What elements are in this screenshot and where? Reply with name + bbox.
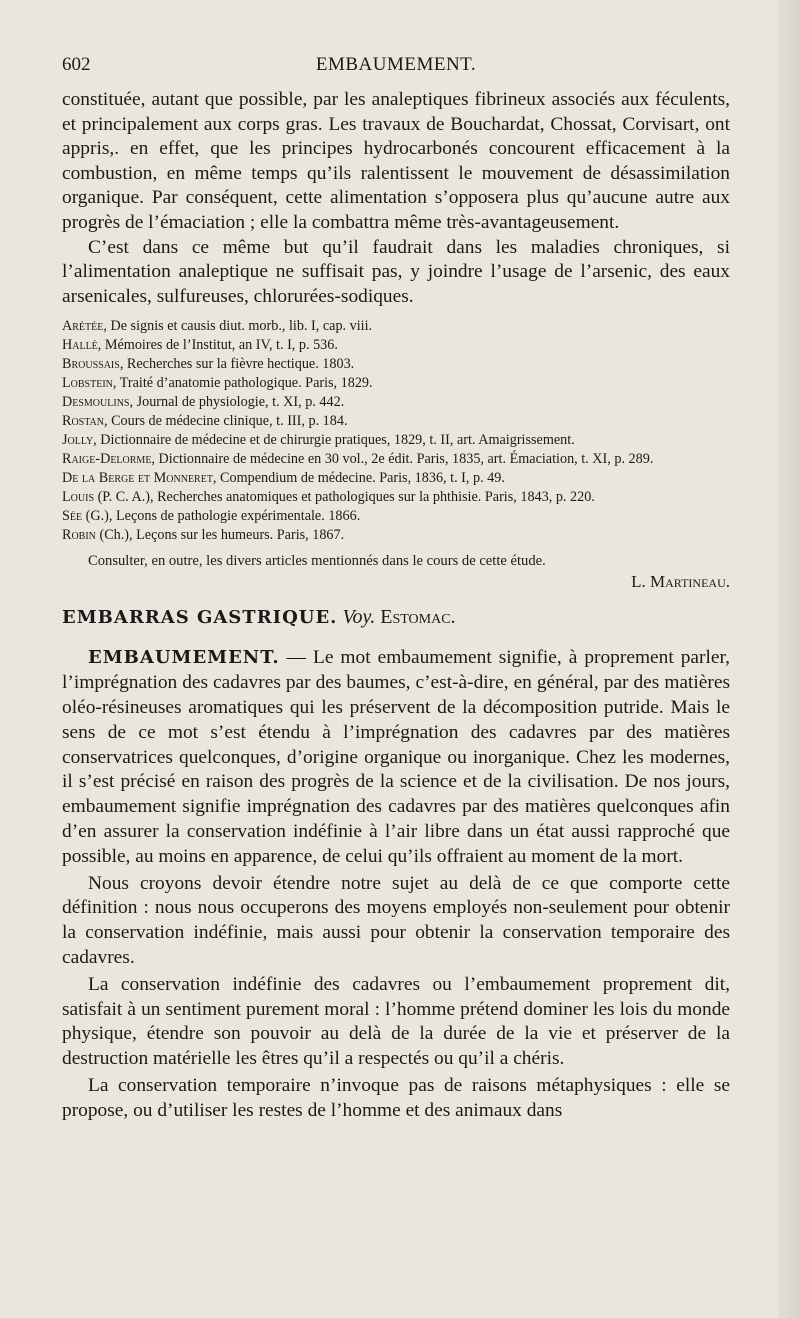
bib-author: Louis bbox=[62, 489, 95, 506]
bibliography-entry bbox=[62, 469, 730, 488]
bib-author: Broussais, bbox=[62, 356, 124, 373]
page-gutter bbox=[778, 0, 800, 1318]
bib-text: (G.), Leçons de pathologie expérimentale. 1866. bbox=[82, 508, 361, 525]
bib-author: Sée bbox=[62, 508, 83, 525]
bib-author: Raige-Delorme, bbox=[62, 451, 155, 468]
page-number: 602 bbox=[62, 54, 91, 75]
bibliography-entry bbox=[62, 317, 730, 336]
cross-reference-target: Estomac. bbox=[380, 606, 456, 629]
running-header bbox=[62, 54, 730, 88]
bibliography-entry bbox=[62, 355, 730, 374]
bibliography bbox=[62, 317, 730, 545]
bib-author: Jolly, bbox=[62, 432, 97, 449]
page-content bbox=[62, 54, 730, 1123]
bibliography-entry bbox=[62, 526, 730, 545]
bib-text: Traité d’anatomie pathologique. Paris, 1829. bbox=[116, 375, 373, 392]
bib-text: Dictionnaire de médecine en 30 vol., 2e édit. Paris, 1835, art. Émaciation, t. XI, p. 289. bbox=[154, 451, 654, 468]
headword-embarras: EMBARRAS GASTRIQUE. bbox=[62, 607, 338, 629]
paragraph-scope: Nous croyons devoir étendre notre sujet au delà de ce que comporte cette définition : nous nous occuperons des moyens employés non-seulement pour obtenir la conservation indéfinie, mais aussi pour obtenir la conservation temporaire des cadavres. bbox=[62, 872, 730, 968]
embaumement-definition bbox=[62, 646, 730, 869]
bib-author: Robin bbox=[62, 527, 96, 544]
bib-author: Lobstein, bbox=[62, 375, 117, 392]
paragraph-temporary-conservation: La conservation temporaire n’invoque pas de raisons métaphysiques : elle se propose, ou d’utiliser les restes de l’homme et des animaux dans bbox=[62, 1074, 730, 1121]
bibliography-entry bbox=[62, 412, 730, 431]
bibliography-entry bbox=[62, 431, 730, 450]
bib-text: Cours de médecine clinique, t. III, p. 184. bbox=[107, 413, 348, 430]
bibliography-entry bbox=[62, 374, 730, 393]
bib-author: Desmoulins, bbox=[62, 394, 134, 411]
paragraph-indefinite-conservation: La conservation indéfinie des cadavres ou l’embaumement proprement dit, satisfait à un sentiment purement moral : l’homme prétend dominer les lois du monde physique, étendre son pouvoir au delà de la durée de la vie et préserver de la destruction matérielle les êtres qu’il a respectés ou qu’il a chéris. bbox=[62, 973, 730, 1070]
bib-text: (P. C. A.), Recherches anatomiques et pathologiques sur la phthisie. Paris, 1843, p. 220. bbox=[94, 489, 595, 506]
headword-embaumement: EMBAUMEMENT. bbox=[88, 647, 280, 669]
bib-author: De la Berge et Monneret, bbox=[62, 470, 217, 487]
bibliography-entry bbox=[62, 450, 730, 469]
paragraph-arsenic: C’est dans ce même but qu’il faudrait dans les maladies chroniques, si l’alimentation analeptique ne suffisait pas, y joindre l’usage de l’arsenic, des eaux arsenicales, sulfureuses, chlorurées-sodiques. bbox=[62, 236, 730, 307]
bibliography-entry bbox=[62, 393, 730, 412]
bib-text: (Ch.), Leçons sur les humeurs. Paris, 1867. bbox=[95, 527, 345, 544]
paragraph-alimentation: constituée, autant que possible, par les analeptiques fibrineux associés aux féculents, et principalement aux corps gras. Les travaux de Bouchardat, Chossat, Corvisart, ont appris,. en effet, que les principes hydrocarbonés concourent efficacement à la combustion, en même temps qu’ils ralentissent le mouvement de désassimilation organique. Par conséquent, cette alimentation s’opposera plus qu’aucune autre aux progrès de l’émaciation ; elle la combattra même très-avantageusement. bbox=[62, 89, 730, 233]
bib-text: Mémoires de l’Institut, an IV, t. I, p. 536. bbox=[101, 337, 338, 354]
cross-reference-label: Voy. bbox=[342, 606, 376, 629]
running-title: EMBAUMEMENT. bbox=[315, 54, 477, 75]
bibliography-entry bbox=[62, 507, 730, 526]
bib-author: Hallé, bbox=[62, 337, 102, 354]
bib-text: Recherches sur la fièvre hectique. 1803. bbox=[123, 356, 355, 373]
bib-text: Journal de physiologie, t. XI, p. 442. bbox=[133, 394, 345, 411]
consult-note: Consulter, en outre, les divers articles mentionnés dans le cours de cette étude. bbox=[88, 553, 546, 570]
definition-text: — Le mot embaumement signifie, à proprement parler, l’imprégnation des cadavres par des baumes, c’est-à-dire, en général, par des matières oléo-résineuses aromatiques qui les préservent de la décomposition putride. Mais le sens de ce mot s’est étendu à l’imprégnation des cadavres par des matières conservatrices quelconques, d’origine organique ou inorganique. Chez les modernes, il s’est précisé en raison des progrès de la science et de la civilisation. De nos jours, embaumement signifie imprégnation des cadavres par des matières quelconques afin d’en assurer la conservation indéfinie à l’air libre dans un état aussi rapproché que possible, au moins en apparence, de celui qu’ils offraient au moment de la mort. bbox=[62, 647, 730, 867]
entry-embaumement bbox=[62, 646, 730, 1123]
bib-text: Dictionnaire de médecine et de chirurgie pratiques, 1829, t. II, art. Amaigrissement. bbox=[96, 432, 575, 449]
bib-text: Compendium de médecine. Paris, 1836, t. I, p. 49. bbox=[216, 470, 505, 487]
bibliography-entry bbox=[62, 336, 730, 355]
entry-embarras-gastrique bbox=[62, 603, 730, 632]
bib-text: De signis et causis diut. morb., lib. I, cap. viii. bbox=[106, 318, 373, 335]
bib-author: Arétée, bbox=[62, 318, 107, 335]
author-signature: L. Martineau. bbox=[631, 572, 730, 592]
bibliography-entry bbox=[62, 488, 730, 507]
bib-author: Rostan, bbox=[62, 413, 108, 430]
